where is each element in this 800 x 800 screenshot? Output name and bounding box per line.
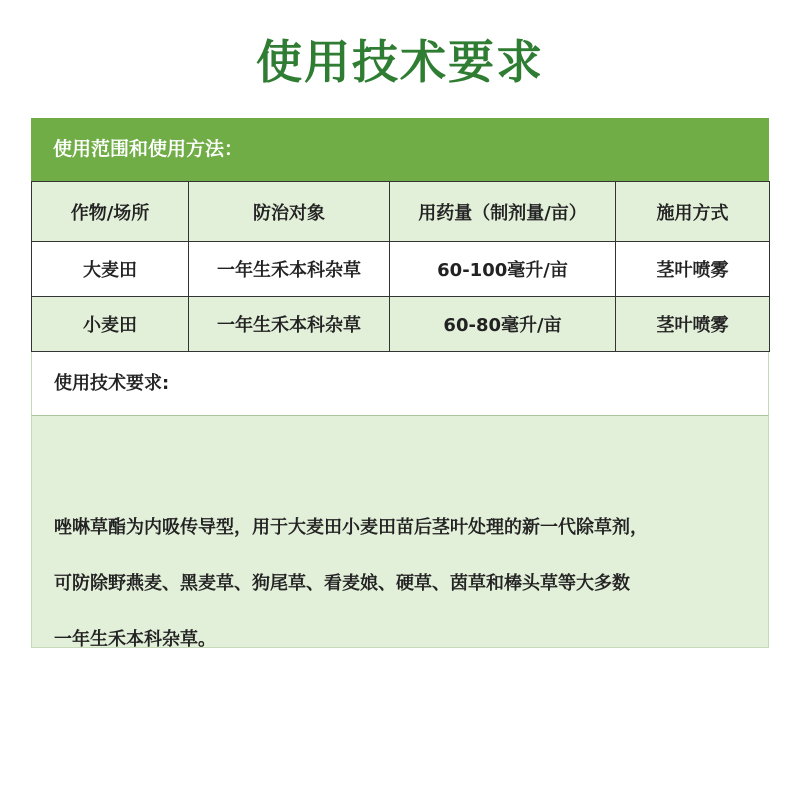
column-header-crop: 作物/场所 — [32, 182, 189, 242]
column-header-target: 防治对象 — [189, 182, 390, 242]
column-header-dosage: 用药量（制剂量/亩） — [390, 182, 616, 242]
usage-section-header: 使用范围和使用方法： — [31, 118, 769, 181]
table-cell-dosage: 60-80毫升/亩 — [390, 297, 616, 352]
tech-section-header: 使用技术要求: — [31, 352, 769, 416]
tech-description-line: 一年生禾本科杂草。 — [54, 629, 216, 650]
table-cell-crop: 小麦田 — [32, 297, 189, 352]
tech-description — [54, 486, 746, 682]
table-cell-crop: 大麦田 — [32, 242, 189, 297]
tech-section-body — [31, 416, 769, 648]
column-header-method: 施用方式 — [616, 182, 770, 242]
table-row — [32, 297, 770, 352]
table-cell-method: 茎叶喷雾 — [616, 297, 770, 352]
tech-description-line: 可防除野燕麦、黑麦草、狗尾草、看麦娘、硬草、茵草和棒头草等大多数 — [54, 573, 630, 594]
table-header-row — [32, 182, 770, 242]
usage-table — [31, 181, 770, 352]
table-cell-target: 一年生禾本科杂草 — [189, 242, 390, 297]
table-cell-dosage: 60-100毫升/亩 — [390, 242, 616, 297]
page-title: 使用技术要求 — [256, 35, 544, 89]
tech-description-line: 唑啉草酯为内吸传导型，用于大麦田小麦田苗后茎叶处理的新一代除草剂， — [54, 517, 648, 538]
table-cell-method: 茎叶喷雾 — [616, 242, 770, 297]
table-row — [32, 242, 770, 297]
usage-panel — [31, 118, 769, 648]
table-cell-target: 一年生禾本科杂草 — [189, 297, 390, 352]
